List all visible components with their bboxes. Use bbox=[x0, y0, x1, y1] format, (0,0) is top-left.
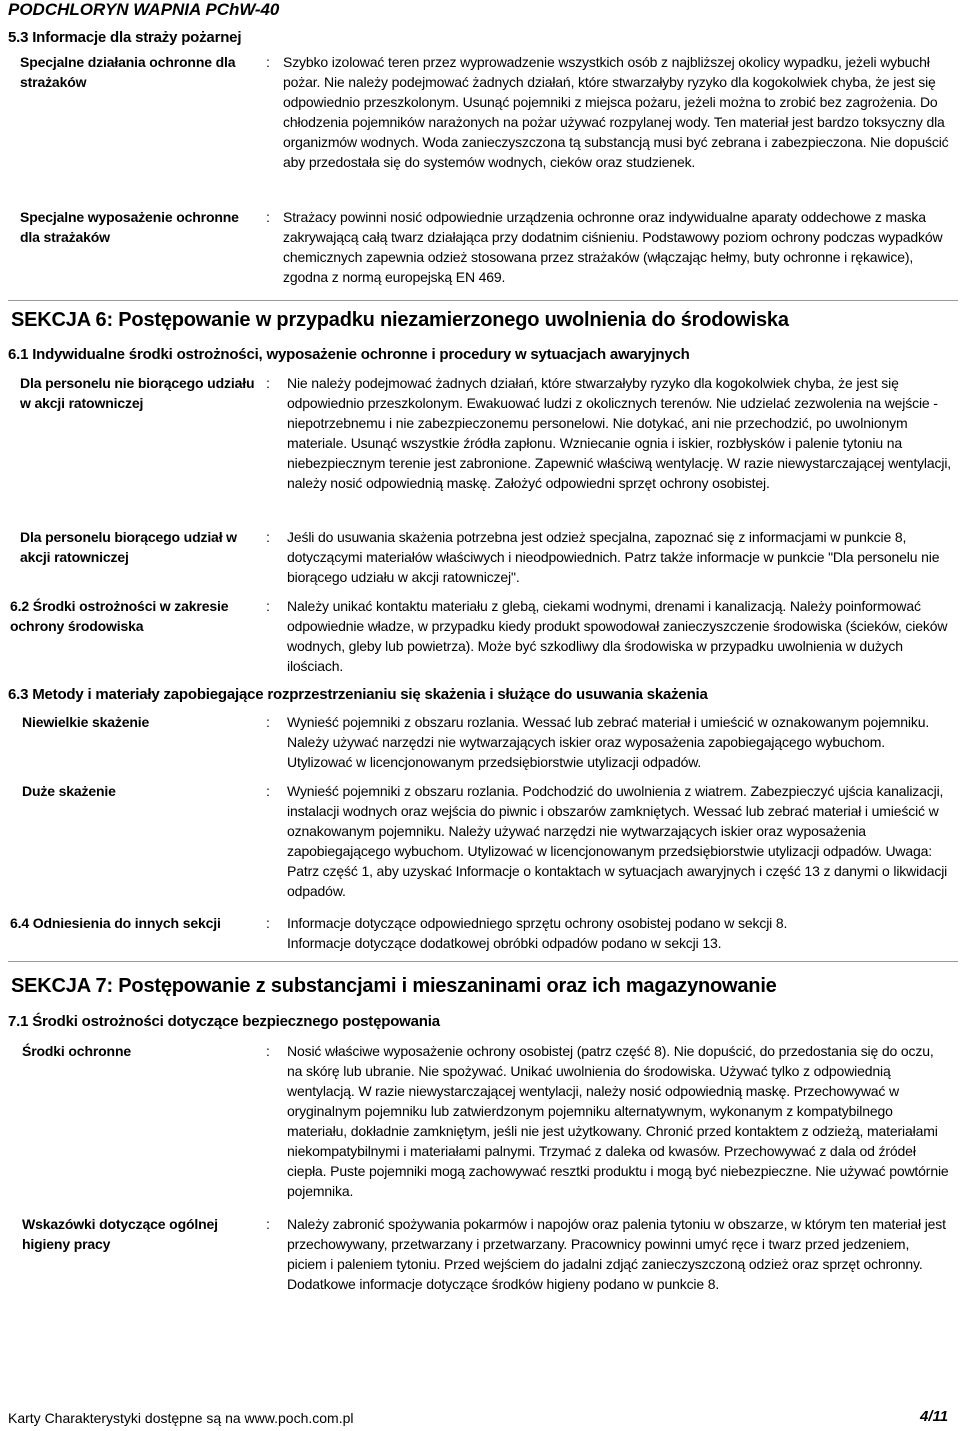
row-label: 6.4 Odniesienia do innych sekcji bbox=[10, 915, 221, 931]
row-label: Niewielkie skażenie bbox=[22, 714, 150, 730]
colon: : bbox=[266, 714, 270, 730]
row-text: Należy zabronić spożywania pokarmów i napojów oraz palenia tytoniu w obszarze, w którym ten materiał jest przechowywany, przetwarzany i przetwarzany. Pracownicy powinni umyć ręce i twarz przed jedzeniem, piciem i paleniem tytoniu. Przed wejściem do jadalni zdjąć zanieczyszczoną odzież oraz sprzęt ochronny. Dodatkowe informacje dotyczące środków higieny podano w punkcie 8. bbox=[287, 1216, 946, 1292]
section-5-3-heading: 5.3 Informacje dla straży pożarnej bbox=[8, 29, 242, 46]
row-label: Duże skażenie bbox=[22, 783, 116, 799]
row-label: Dla personelu biorącego udział w akcji ratowniczej bbox=[20, 529, 237, 565]
row-text: Szybko izolować teren przez wyprowadzenie wszystkich osób z najbliższej okolicy wypadku, jeżeli wybuchł pożar. Nie należy podejmować żadnych działań, które stwarzałyby ryzyko dla kogokolwiek chyba, że jest się odpowiednio przeszkolonym. Usunąć pojemniki z miejsca pożaru, jeżeli można to zrobić bez zagrożenia. Do chłodzenia pojemników narażonych na pożar używać rozpylanej wody. Ten materiał jest bardzo toksyczny dla organizmów wodnych. Woda zanieczyszczona tą substancją musi być zebrana i zabezpieczona. Nie dopuścić aby przedostała się do systemów wodnych, cieków oraz studzienek. bbox=[283, 54, 949, 170]
row-text: Wynieść pojemniki z obszaru rozlania. Podchodzić do uwolnienia z wiatrem. Zabezpieczyć ujścia kanalizacji, instalacji wodnych oraz wejścia do piwnic i obszarów zamkniętych. Wessać lub zebrać materiał i umieścić w oznakowanym pojemniku. Należy używać narzędzi nie wytwarzających iskier oraz wyposażenia zapobiegającego wybuchom. Utylizować w licencjonowanym przedsiębiorstwie utylizacji odpadów. Uwaga: Patrz część 1, aby uzyskać Informacje o kontaktach w sytuacjach awaryjnych i część 13 z danymi o likwidacji odpadów. bbox=[287, 783, 948, 899]
row-label: Wskazówki dotyczące ogólnej higieny pracy bbox=[22, 1216, 218, 1252]
section-6-3-heading: 6.3 Metody i materiały zapobiegające rozprzestrzenianiu się skażenia i służące do usuwania skażenia bbox=[8, 686, 708, 703]
section-7-1-heading: 7.1 Środki ostrożności dotyczące bezpiecznego postępowania bbox=[8, 1013, 440, 1030]
row-label: Specjalne działania ochronne dla strażaków bbox=[20, 54, 236, 90]
colon: : bbox=[266, 598, 270, 614]
section-divider bbox=[8, 300, 958, 301]
sekcja-7-title: SEKCJA 7: Postępowanie z substancjami i mieszaninami oraz ich magazynowanie bbox=[11, 975, 777, 997]
row-label: Dla personelu nie biorącego udziału w akcji ratowniczej bbox=[20, 375, 255, 411]
row-text: Wynieść pojemniki z obszaru rozlania. Wessać lub zebrać materiał i umieścić w oznakowanym pojemniku. Należy używać narzędzi nie wytwarzających iskier oraz wyposażenia zapobiegającego wybuchom. Utylizować w licencjonowanym przedsiębiorstwie utylizacji odpadów. bbox=[287, 714, 930, 770]
section-6-1-heading: 6.1 Indywidualne środki ostrożności, wyposażenie ochronne i procedury w sytuacjach awaryjnych bbox=[8, 346, 690, 363]
section-divider bbox=[8, 961, 958, 962]
colon: : bbox=[266, 783, 270, 799]
footer-website-note: Karty Charakterystyki dostępne są na www.poch.com.pl bbox=[8, 1410, 354, 1426]
colon: : bbox=[266, 209, 270, 225]
colon: : bbox=[266, 915, 270, 931]
row-text: Strażacy powinni nosić odpowiednie urządzenia ochronne oraz indywidualne aparaty oddechowe z maska zakrywającą całą twarz działająca przy dodatnim ciśnieniu. Podstawowy poziom ochrony podczas wypadków chemicznych zapewnia odzież stosowana przez strażaków (włączając hełmy, buty ochronne i rękawice), zgodna z normą europejską EN 469. bbox=[283, 209, 943, 285]
row-text: Jeśli do usuwania skażenia potrzebna jest odzież specjalna, zapoznać się z informacjami w punkcie 8, dotyczącymi materiałów właściwych i nieodpowiednich. Patrz także informacje w punkcie "Dla personelu nie biorącego udziału w akcji ratowniczej". bbox=[287, 529, 940, 585]
row-text: Nosić właściwe wyposażenie ochrony osobistej (patrz część 8). Nie dopuścić, do przedostania się do oczu, na skórę lub ubranie. Nie spożywać. Unikać uwolnienia do środowiska. Używać tylko z odpowiednią wentylacją. W razie niewystarczającej wentylacji, należy nosić odpowiednią maskę. Przechowywać w oryginalnym pojemniku lub zatwierdzonym pojemniku alternatywnym, wykonanym z kompatybilnego materiału, dokładnie zamkniętym, jeśli nie jest użytkowany. Chronić przed kontaktem z odzieżą, materiałami niekompatybilnymi i materiałami palnymi. Trzymać z daleka od kwasów. Przechowywać z dala od źródeł ciepła. Puste pojemniki mogą zachowywać resztki produktu i mogą być niebezpieczne. Nie używać powtórnie pojemnika. bbox=[287, 1043, 949, 1199]
row-text: Nie należy podejmować żadnych działań, które stwarzałyby ryzyko dla kogokolwiek chyba, że jest się odpowiednio przeszkolonym. Ewakuować ludzi z okolicznych terenów. Nie udzielać zezwolenia na wejście - niepotrzebnemu i nie zabezpieczonemu personelowi. Nie dotykać, ani nie przechodzić, po uwolnionym materiale. Usunąć wszystkie źródła zapłonu. Wzniecanie ognia i iskier, rozbłysków i palenie tytoniu na niebezpiecznym terenie jest zabronione. Zapewnić właściwą wentylację. W razie niewystarczającej wentylacji, należy nosić odpowiednią maskę. Założyć odpowiedni sprzęt ochrony osobistej. bbox=[287, 375, 952, 491]
row-text: Należy unikać kontaktu materiału z glebą, ciekami wodnymi, drenami i kanalizacją. Należy poinformować odpowiednie władze, w przypadku kiedy produkt spowodował zanieczyszczenie środowiska (ścieków, cieków wodnych, gleby lub powietrza). Może być szkodliwy dla środowiska w przypadku uwolnienia w dużych ilościach. bbox=[287, 598, 948, 674]
colon: : bbox=[266, 54, 270, 70]
page-number: 4/11 bbox=[920, 1408, 949, 1425]
document-title: PODCHLORYN WAPNIA PChW-40 bbox=[8, 0, 280, 19]
colon: : bbox=[266, 529, 270, 545]
row-text: Informacje dotyczące odpowiedniego sprzętu ochrony osobistej podano w sekcji 8. Informacje dotyczące dodatkowej obróbki odpadów podano w sekcji 13. bbox=[287, 915, 788, 951]
sekcja-6-title: SEKCJA 6: Postępowanie w przypadku niezamierzonego uwolnienia do środowiska bbox=[11, 309, 789, 331]
row-label: Środki ochronne bbox=[22, 1043, 131, 1059]
row-label: Specjalne wyposażenie ochronne dla strażaków bbox=[20, 209, 239, 245]
colon: : bbox=[266, 1043, 270, 1059]
colon: : bbox=[266, 375, 270, 391]
colon: : bbox=[266, 1216, 270, 1232]
row-label: 6.2 Środki ostrożności w zakresie ochrony środowiska bbox=[10, 598, 229, 634]
